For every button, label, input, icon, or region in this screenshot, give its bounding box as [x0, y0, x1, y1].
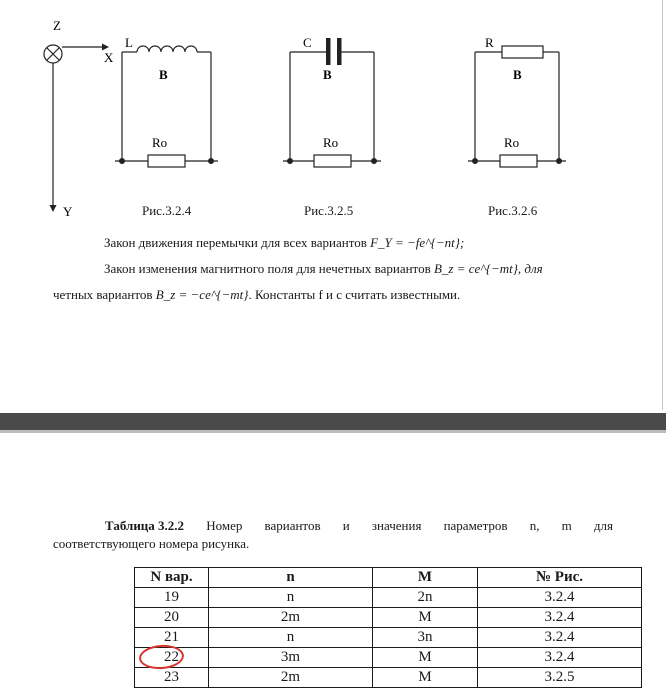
x-axis-label: X: [104, 50, 114, 65]
capacitor-plate-icon: [337, 38, 342, 65]
field-law-formula-even: B_z = −ce^{−mt}: [155, 287, 249, 302]
element-label-l: L: [125, 35, 133, 50]
page-break-shadow: [0, 430, 666, 433]
resistor-ro-icon: [314, 155, 351, 167]
resistor-r-icon: [502, 46, 543, 58]
header-variant: N вар.: [135, 568, 209, 588]
inductor-coil-icon: [137, 46, 197, 52]
table-row-highlighted: 22 3m M 3.2.4: [135, 648, 642, 668]
header-m: M: [373, 568, 478, 588]
field-law-formula-odd: B_z = ce^{−mt}, для: [433, 261, 543, 276]
motion-law-formula: F_Y = −fe^{−nt};: [370, 235, 465, 250]
table-row: 19 n 2n 3.2.4: [135, 588, 642, 608]
field-label-b: B: [513, 67, 522, 82]
y-axis-label: Y: [63, 204, 73, 219]
field-law-even-text: четных вариантов: [53, 287, 156, 302]
table-row: 23 2m M 3.2.5: [135, 668, 642, 688]
figure-caption-1: Рис.3.2.4: [142, 203, 192, 218]
field-law-line: [104, 261, 543, 277]
capacitor-plate-icon: [326, 38, 331, 65]
table-caption: Таблица 3.2.2 Номер вариантов и значения параметров n, m для соответствующего номера рисунка.: [53, 518, 613, 551]
table-header-row: [135, 568, 642, 588]
resistor-label: Ro: [323, 135, 339, 150]
y-arrow-icon: [50, 205, 57, 212]
figure-caption-3: Рис.3.2.6: [488, 203, 538, 218]
table-caption-line2: соответствующего номера рисунка.: [53, 536, 250, 551]
field-law-text: Закон изменения магнитного поля для нечетных вариантов: [104, 261, 434, 276]
page-break-bar: [0, 413, 666, 430]
z-axis-label: Z: [53, 18, 61, 33]
element-label-c: C: [303, 35, 312, 50]
field-law-even-line: [53, 287, 460, 303]
motion-law-text: Закон движения перемычки для всех вариантов: [104, 235, 371, 250]
constants-note: . Константы f и c считать известными.: [248, 287, 461, 302]
resistor-label: Ro: [504, 135, 520, 150]
element-label-r: R: [485, 35, 494, 50]
header-figure: № Рис.: [478, 568, 642, 588]
field-label-b: B: [159, 67, 168, 82]
table-row: 21 n 3n 3.2.4: [135, 628, 642, 648]
header-n: n: [209, 568, 373, 588]
motion-law-line: [104, 235, 464, 251]
resistor-ro-icon: [500, 155, 537, 167]
parameters-table: [134, 567, 642, 688]
resistor-label: Ro: [152, 135, 168, 150]
field-label-b: B: [323, 67, 332, 82]
figure-caption-2: Рис.3.2.5: [304, 203, 354, 218]
table-row: 20 2m M 3.2.4: [135, 608, 642, 628]
circuit-diagrams: [0, 0, 666, 235]
axis-system: [44, 45, 102, 205]
table-title: Таблица 3.2.2: [105, 518, 185, 533]
resistor-ro-icon: [148, 155, 185, 167]
